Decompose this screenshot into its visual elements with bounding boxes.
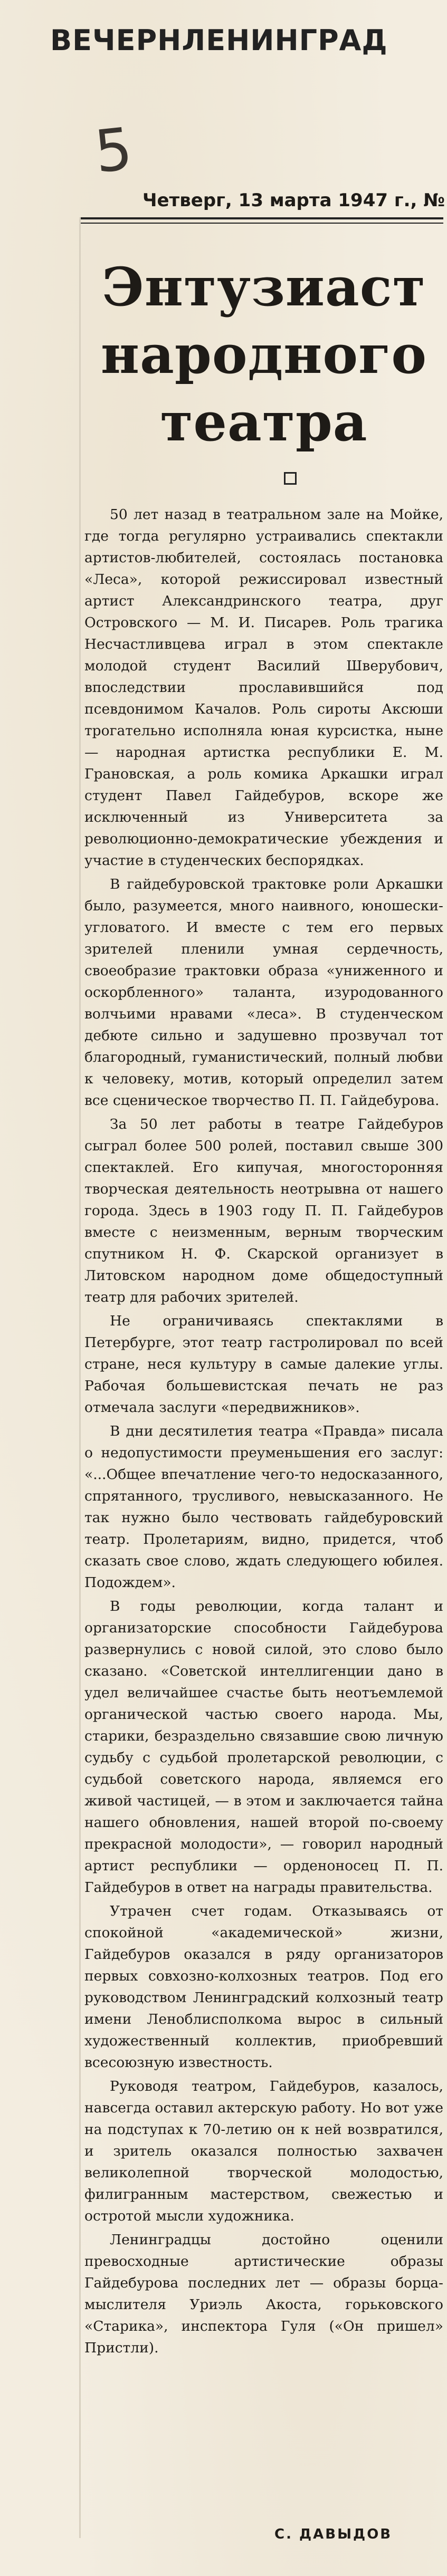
paragraph: Не ограничиваясь спектаклями в Петербурге, этот театр гастролировал по всей стране, неся культуру в самые далекие углы. Рабочая большевистская печать не раз отмечала заслуги «передвижников». bbox=[84, 1313, 443, 1416]
paragraph: В годы революции, когда талант и организаторские способности Гайдебурова развернулись с новой силой, это слово было сказано. «Советской интеллигенции дано в удел величайшее счастье быть неотъемлемой органической частью своего народа. Мы, старики, безраздельно связавшие свою личную судьбу с судьбой пролетарской революции, с судьбой советского народа, являемся его живой частицей, — в этом и заключается тайна нашего обновления, нашей второй по-своему прекрасной молодости», — говорил народный артист республики — орденоносец П. П. Гайдебуров в ответ на награды правительства. bbox=[84, 1598, 443, 1896]
paragraph: За 50 лет работы в театре Гайдебуров сыграл более 500 ролей, поставил свыше 300 спектаклей. Его кипучая, многосторонняя творческая деятельность неотрывна от нашего города. Здесь в 1903 году П. П. Гайдебуров вместе с неизменным, верным творческим спутником Н. Ф. Скарской организует в Литовском народном доме общедоступный театр для рабочих зрителей. bbox=[84, 1116, 443, 1305]
newspaper-masthead: ВЕЧЕРНЛЕНИНГРАД bbox=[50, 24, 388, 57]
header-rule bbox=[79, 217, 443, 219]
issue-dateline: Четверг, 13 марта 1947 г., № bbox=[142, 190, 445, 211]
paragraph: В дни десятилетия театра «Правда» писала о недопустимости преуменьшения его заслуг: «...Общее впечатление чего-то недосказанного, спрятанного, трусливого, невысказанного. Не так нужно было чествовать гайдебуровский театр. Пролетариям, видно, придется, чтоб сказать свое слово, ждать следующего юбилея. Подождем». bbox=[84, 1423, 443, 1591]
paragraph: В гайдебуровской трактовке роли Аркашки было, разумеется, много наивного, юношески-угловатого. И вместе с тем его первых зрителей пленили умная сердечность, своеобразие трактовки образа «униженного и оскорбленного» таланта, изуродованного волчьими нравами «леса». В студенческом дебюте сильно и задушевно прозвучал тот благородный, гуманистический, полный любви к человеку, мотив, который определил затем все сценическое творчество П. П. Гайдебурова. bbox=[84, 876, 443, 1109]
section-square-icon bbox=[284, 472, 297, 485]
paragraph: Ленинградцы достойно оценили превосходные артистические образы Гайдебурова последних лет — образы борца-мыслителя Уриэль Акоста, горьковского «Старика», инспектора Гуля («Он пришел» Пристли). bbox=[84, 2232, 443, 2356]
article-body bbox=[84, 504, 443, 2361]
headline-line-1: Энтузиаст bbox=[102, 256, 426, 318]
handwritten-page-number: 5 bbox=[91, 114, 136, 186]
header-rule-thin bbox=[79, 223, 443, 224]
paragraph: 50 лет назад в театральном зале на Мойке, где тогда регулярно устраивались спектакли артистов-любителей, состоялась постановка «Леса», которой режиссировал известный артист Александринского театра, друг Островского — М. И. Писарев. Роль трагика Несчастливцева играл в этом спектакле молодой студент Василий Шверубович, впоследствии прославившийся под псевдонимом Качалов. Роль сироты Аксюши трогательно исполняла юная курсистка, ныне — народная артистка республики Е. М. Грановская, а роль комика Аркашки играл студент Павел Гайдебуров, вскоре же исключенный из Университета за революционно-демократические убеждения и участие в студенческих беспорядках. bbox=[84, 506, 443, 869]
column-divider bbox=[79, 217, 81, 2538]
article-headline bbox=[84, 253, 443, 456]
paragraph: Утрачен счет годам. Отказываясь от спокойной «академической» жизни, Гайдебуров оказался в ряду организаторов первых совхозно-колхозных театров. Под его руководством Ленинградский колхозный театр имени Леноблисполкома вырос в сильный художественный коллектив, приобревший всесоюзную известность. bbox=[84, 1903, 443, 2071]
author-signature: С. ДАВЫДОВ bbox=[274, 2526, 393, 2542]
headline-line-3: театра bbox=[160, 391, 368, 453]
paragraph: Руководя театром, Гайдебуров, казалось, навсегда оставил актерскую работу. Но вот уже на подступах к 70-летию он к ней возвратился, и зритель оказался полностью захвачен великолепной творческой молодостью, филигранным мастерством, свежестью и остротой мысли художника. bbox=[84, 2078, 443, 2224]
headline-line-2: народного bbox=[100, 323, 427, 386]
